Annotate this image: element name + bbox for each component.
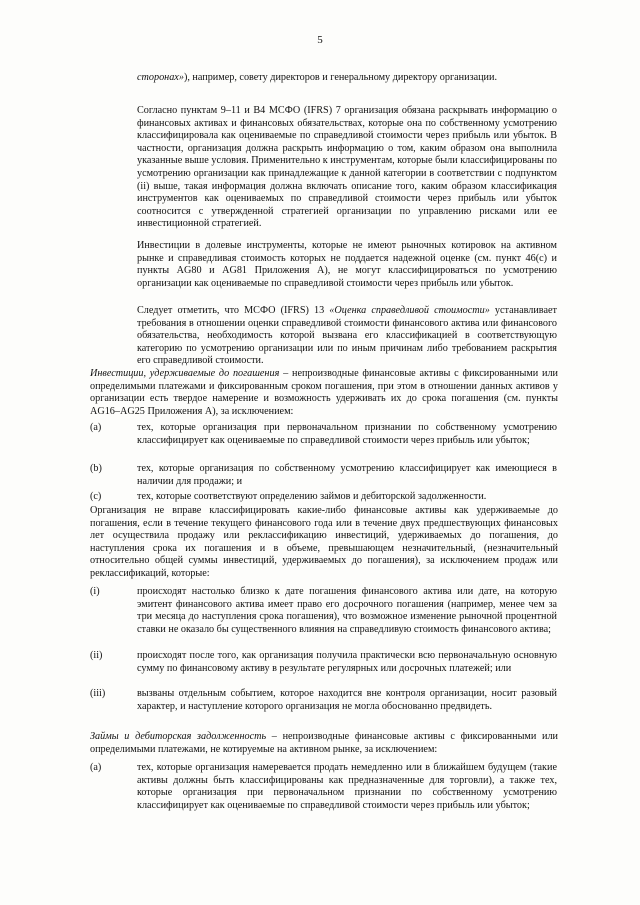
list-item: тех, которые организация намеревается продать немедленно или в ближайшем будущем (такие активы должны быть классифицированы как предназначенные для торговли), а также тех, которые организация при первоначальном признании по собственному усмотрению классифицирует как оцениваемые по справедливой стоимости через прибыль или убыток;: [137, 762, 557, 811]
list-label: (iii): [90, 688, 106, 699]
paragraph-continuation: [137, 72, 557, 85]
paragraph-ifrs13: [137, 305, 557, 368]
list-item: вызваны отдельным событием, которое находится вне контроля организации, носит разовый характер, и наступление которого организация не могла обоснованно предвидеть.: [137, 688, 557, 712]
paragraph-disclosure: Согласно пунктам 9–11 и В4 МСФО (IFRS) 7 организация обязана раскрывать информацию о финансовых активах и финансовых обязательствах, которые она по собственному усмотрению классифицировала как оцениваемые по справедливой стоимости через прибыль или убыток. В частности, организация должна раскрыть информацию о том, каким образом она выполнила указанные выше условия. Применительно к инструментам, которые были классифицированы по усмотрению организации как принадлежащие к данной категории в соответствии с подпунктом (ii) выше, такая информация должна включать описание того, каким образом классификация инструментов как оцениваемых по справедливой стоимости через прибыль или убыток соотносится с утвержденной стратегией организации по управлению рисками или ее инвестиционной стратегией.: [137, 105, 557, 230]
page-number: 5: [317, 34, 323, 46]
list-item: происходят после того, как организация получила практически всю первоначальную основную сумму по финансовому активу в результате регулярных или досрочных платежей; или: [137, 650, 557, 674]
list-item: тех, которые организация по собственному усмотрению классифицирует как имеющиеся в наличии для продажи; и: [137, 463, 557, 487]
list-label: (ii): [90, 650, 103, 661]
list-label: (i): [90, 586, 100, 597]
paragraph-text: ), например, совету директоров и генеральному директору организации.: [183, 72, 498, 83]
italic-title: «Оценка справедливой стоимости»: [329, 305, 490, 316]
defined-term: Займы и дебиторская задолженность: [90, 731, 267, 742]
list-label: (c): [90, 491, 102, 502]
definition-loans-receivables: [90, 731, 558, 756]
paragraph-text: Следует отметить, что МСФО (IFRS) 13: [137, 305, 330, 316]
definition-text: – непроизводные финансовые активы с фиксированными или определимыми платежами и фиксированным сроком погашения, при этом в отношении данных активов у организации есть твердое намерение и возможность удерживать их до срока погашения (см. пункты AG16–AG25 Приложения А), за исключением:: [90, 368, 558, 417]
italic-fragment: сторонах»: [137, 72, 184, 83]
list-label: (a): [90, 422, 102, 433]
paragraph-text: устанавливает требования в отношении оценки справедливой стоимости финансового актива или финансового обязательства, необходимость которой вызвана его классификацией в соответствующую категорию по усмотрению организации или по иным причинам либо требованием раскрытия его справедливой стоимости.: [137, 305, 557, 367]
paragraph-equity-instruments: Инвестиции в долевые инструменты, которые не имеют рыночных котировок на активном рынке и справедливая стоимость которых не поддается надежной оценке (см. пункт 46(c) и пункты AG80 и AG81 Приложения А), не могут классифицироваться по усмотрению организации как оцениваемые по справедливой стоимости через прибыль или убыток.: [137, 240, 557, 289]
paragraph-restriction: Организация не вправе классифицировать какие-либо финансовые активы как удерживаемые до погашения, если в течение текущего финансового года или в течение двух предшествующих финансовых лет осуществила продажу или реклассификацию инвестиций, удерживаемых до погашения, до наступления срока их погашения и в объеме, превышающем незначительный, (незначительный относительно общей суммы инвестиций, удерживаемых до погашения), за исключением продаж или реклассификаций, которые:: [90, 505, 558, 579]
defined-term: Инвестиции, удерживаемые до погашения: [90, 368, 280, 379]
list-label: (a): [90, 762, 102, 773]
definition-held-to-maturity: [90, 368, 558, 418]
list-item: тех, которые соответствуют определению займов и дебиторской задолженности.: [137, 491, 487, 502]
list-label: (b): [90, 463, 102, 474]
definition-text: – непроизводные финансовые активы с фиксированными или определимыми платежами, не котируемые на активном рынке, за исключением:: [90, 731, 558, 755]
list-item: происходят настолько близко к дате погашения финансового актива или дате, на которую эмитент финансового актива имеет право его досрочного погашения (например, менее чем за три месяца до наступления срока погашения), что возможное изменение рыночной процентной ставки не оказало бы существенного влияния на справедливую стоимость финансового актива;: [137, 586, 557, 635]
list-item: тех, которые организация при первоначальном признании по собственному усмотрению классифицирует как оцениваемые по справедливой стоимости через прибыль или убыток;: [137, 422, 557, 446]
